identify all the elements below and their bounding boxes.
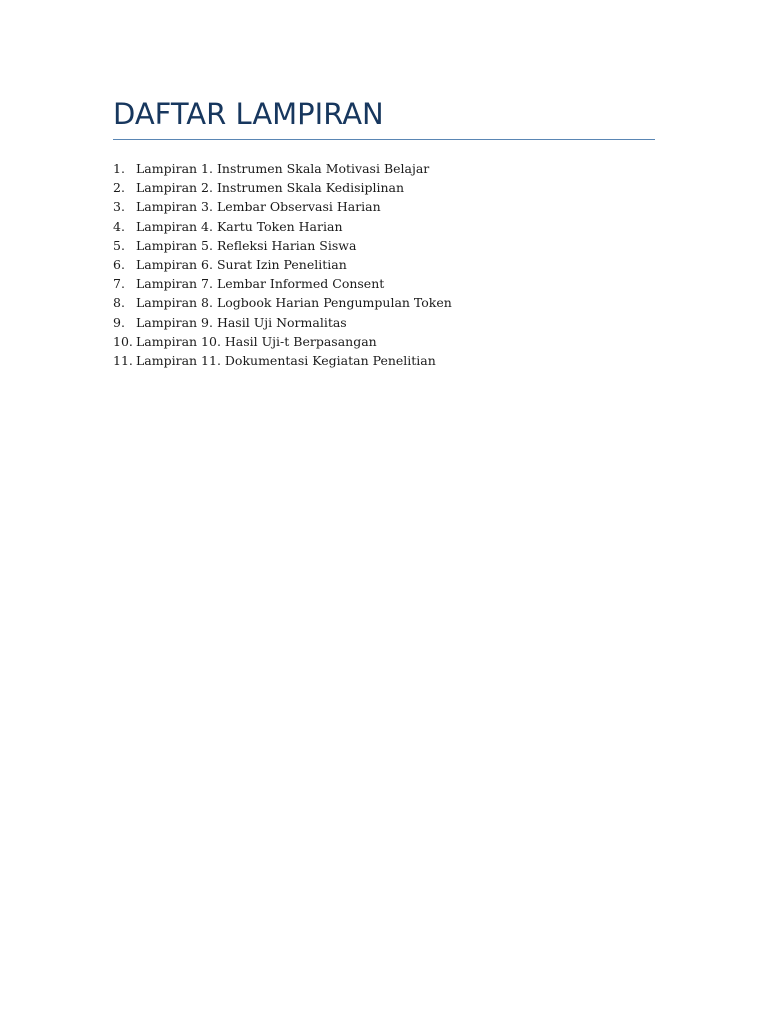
list-item-label: Lampiran 3. Lembar Observasi Harian [136, 199, 381, 215]
list-item [113, 274, 452, 293]
list-item-label: Lampiran 8. Logbook Harian Pengumpulan Token [136, 295, 452, 311]
list-item-number: 1. [113, 161, 125, 176]
list-item-label: Lampiran 4. Kartu Token Harian [136, 218, 343, 234]
list-item-label: Lampiran 11. Dokumentasi Kegiatan Penelitian [136, 353, 436, 369]
appendix-list [113, 159, 452, 370]
list-item-label: Lampiran 10. Hasil Uji-t Berpasangan [136, 333, 377, 349]
list-item-label: Lampiran 9. Hasil Uji Normalitas [136, 314, 347, 330]
list-item-label: Lampiran 7. Lembar Informed Consent [136, 276, 385, 292]
list-item-number: 11. [113, 353, 133, 369]
list-item-number: 7. [113, 276, 125, 292]
list-item [113, 217, 452, 236]
list-item-label: Lampiran 1. Instrumen Skala Motivasi Belajar [136, 161, 430, 176]
list-item-number: 8. [113, 295, 125, 311]
title-underline [113, 139, 655, 140]
list-item [113, 293, 452, 312]
list-item-number: 10. [113, 333, 133, 349]
list-item-label: Lampiran 6. Surat Izin Penelitian [136, 257, 347, 273]
list-item [113, 255, 452, 274]
list-item-number: 5. [113, 237, 125, 253]
list-item [113, 197, 452, 216]
list-item-number: 3. [113, 199, 125, 215]
page-title: DAFTAR LAMPIRAN [113, 97, 384, 131]
list-item-number: 2. [113, 180, 125, 196]
list-item-number: 9. [113, 314, 125, 330]
list-item-number: 6. [113, 257, 125, 273]
list-item-number: 4. [113, 218, 125, 234]
list-item-label: Lampiran 5. Refleksi Harian Siswa [136, 237, 357, 253]
list-item [113, 178, 452, 197]
list-item [113, 159, 452, 178]
list-item [113, 236, 452, 255]
list-item [113, 351, 452, 370]
list-item [113, 332, 452, 351]
list-item [113, 313, 452, 332]
list-item-label: Lampiran 2. Instrumen Skala Kedisiplinan [136, 180, 405, 196]
